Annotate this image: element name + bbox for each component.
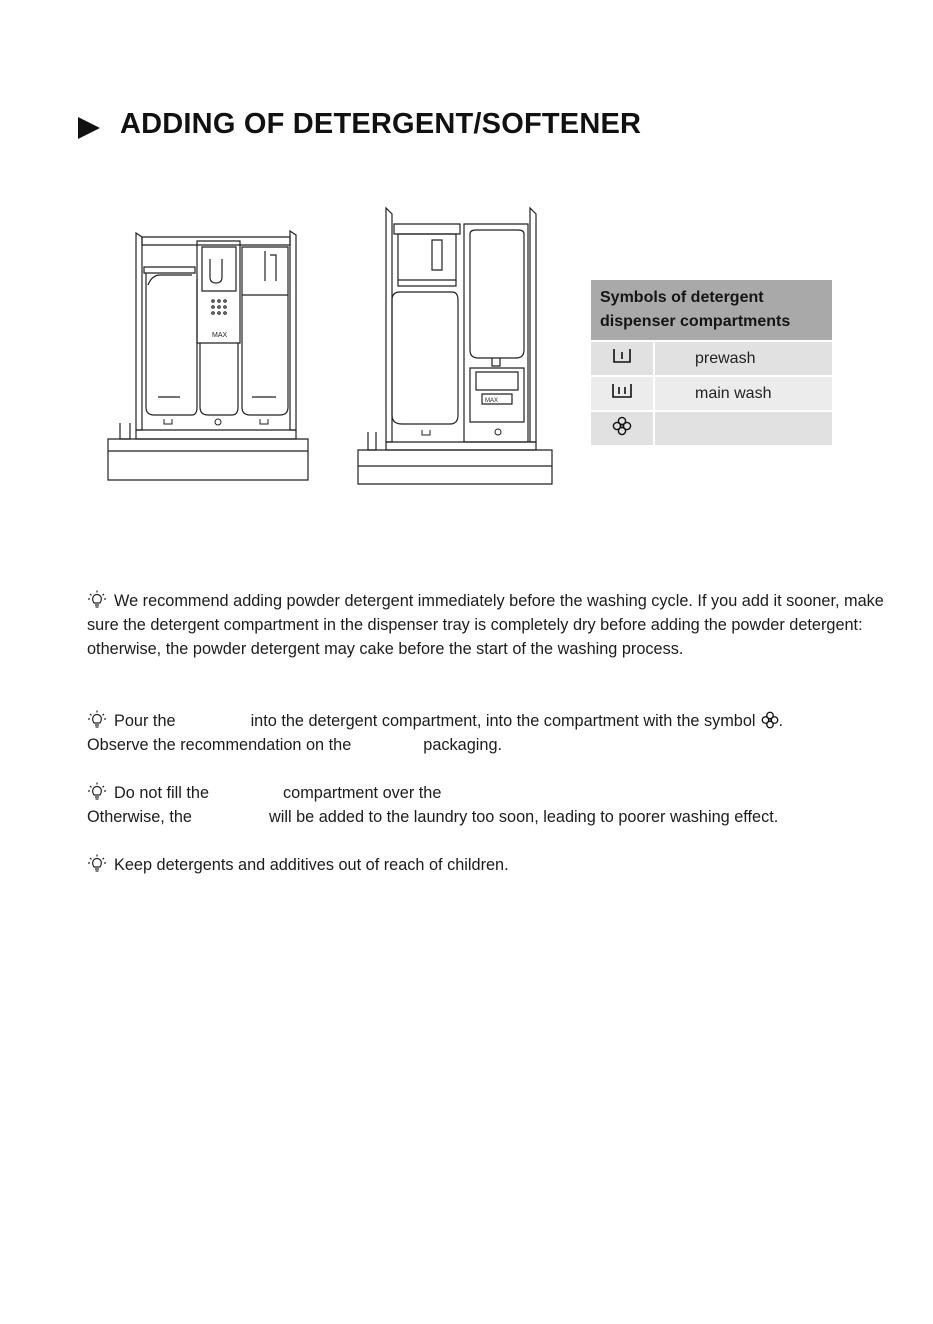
tip-text-part: will be added to the laundry too soon, leading to poorer washing effect. [268, 808, 779, 826]
tip-paragraph-fill-level [87, 781, 887, 829]
tip-text-part: Do not fill the [114, 784, 210, 802]
symbol-cell [591, 411, 654, 445]
heading-arrow-icon [78, 117, 100, 139]
table-row [591, 411, 832, 445]
table-row [591, 341, 832, 376]
tip-text-part: . [778, 712, 784, 730]
page-title: ADDING OF DETERGENT/SOFTENER [120, 108, 642, 140]
dispenser-drawer-illustration-left [100, 225, 315, 485]
section-heading [78, 108, 641, 141]
table-header: Symbols of detergent dispenser compartments [591, 280, 832, 341]
symbol-cell [591, 341, 654, 376]
softener-flower-icon [761, 711, 779, 729]
tip-paragraph-pour [87, 709, 887, 757]
symbol-label: prewash [654, 341, 832, 376]
max-mark-right: MAX [485, 398, 499, 404]
dispenser-drawer-illustration-right [352, 200, 557, 490]
tip-text-part: Pour the [114, 712, 176, 730]
lightbulb-tip-icon [87, 782, 107, 802]
tip-text-part: into the detergent compartment, into the compartment with the symbol [250, 712, 756, 730]
tip-paragraph-children [87, 853, 887, 877]
max-mark-left: MAX [212, 332, 228, 339]
lightbulb-tip-icon [87, 854, 107, 874]
symbol-label [654, 411, 832, 445]
symbol-cell [591, 376, 654, 411]
main-wash-icon [612, 383, 632, 399]
dispenser-symbols-table [591, 280, 832, 445]
tip-text-part: Otherwise, the [87, 808, 192, 826]
tip-text: Keep detergents and additives out of reach of children. [114, 856, 509, 874]
tip-text-part: compartment over the [283, 784, 442, 802]
table-row [591, 376, 832, 411]
prewash-icon [613, 348, 631, 364]
tip-paragraph-powder [87, 589, 887, 661]
tip-text: We recommend adding powder detergent immediately before the washing cycle. If you add it sooner, make sure the detergent compartment in the dispenser tray is completely dry before adding the powder detergent: otherwise, the powder detergent may cake before the start of the washing process. [87, 592, 884, 658]
symbol-label: main wash [654, 376, 832, 411]
table-header-row [591, 280, 832, 341]
tip-text-part: Observe the recommendation on the [87, 736, 352, 754]
lightbulb-tip-icon [87, 590, 107, 610]
tip-text-part: packaging. [423, 736, 503, 754]
lightbulb-tip-icon [87, 710, 107, 730]
softener-flower-icon [612, 416, 632, 436]
